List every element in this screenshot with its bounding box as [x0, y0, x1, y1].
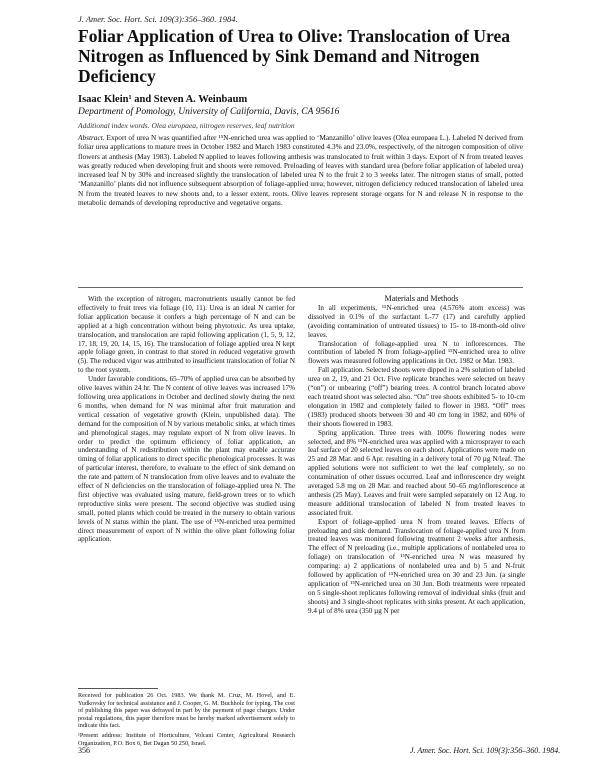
footnote-received: Received for publication 26 Oct. 1983. We thank M. Cruz, M. Hovel, and E. Yudkovsky for technical assistance and J. Cooper, G. M. Buchholz for typing. The cost of publishing this paper was defrayed in part by the payment of page charges. Under postal regulations, this paper therefore must be hereby marked advertisement solely to indicate this fact.	[78, 692, 295, 730]
abstract-text: Export of urea N was quantified after ¹⁵N-enriched urea was applied to ‘Manzanillo’ olive leaves (Olea europaea L.). Labeled N derived from foliar urea applications to mature trees in October 1982 and March 1983 constituted 4.3% and 23.0%, respectively, of the nitrogen composition of olive flowers at anthesis (May 1983). Labeled N applied to leaves following anthesis was translocated to fruit within 3 days. Export of N from treated leaves was greatly reduced when developing fruit and shoots were removed. Preloading of leaves with standard urea (before foliar application of labeled urea) increased leaf N by 30% and increased slightly the translocation of labeled urea N to the fruit 2 to 3 weeks later. The nitrogen status of small, potted ‘Manzanillo’ plants did not influence subsequent absorption of foliage-applied urea; however, nitrogen deficiency reduced translocation of labeled urea N from the treated leaves to new shoots and, to a lesser extent, roots. Olive leaves represent storage organs for N and release N in response to the metabolic demands of developing reproductive and vegetative organs.	[78, 133, 523, 208]
methods-paragraph-3: Fall application. Selected shoots were dipped in a 2% solution of labeled urea on 2, 19, and 21 Oct. Five replicate branches were selected on heavy (“on”) or unbearing (“off”) bearing trees. A control branch located above each treated shoot was selected also. “On” tree shoots exhibited 5- to 10-cm elongation in 1982 and completely failed to flower in 1983. “Off” trees (1983) produced shoots between 30 and 40 cm long in 1982, and 60% of their shoots flowered in 1983.	[308, 366, 525, 428]
section-heading-methods: Materials and Methods	[384, 294, 459, 303]
page-number: 356	[78, 746, 90, 755]
additional-index-words: Additional index words. Olea europaea, nitrogen reserves, leaf nutrition	[78, 121, 295, 130]
abstract	[78, 133, 523, 207]
article-title: Foliar Application of Urea to Olive: Translocation of Urea Nitrogen as Influenced by Sink Demand and Nitrogen Deficiency	[78, 26, 510, 86]
methods-paragraph-1: In all experiments, ¹⁵N-enriched urea (4.576% atom excess) was dissolved in 0.1% of the surfactant L-77 (17) and carefully applied (avoiding contamination of untreated tissues) to 15- to 18-month-old olive leaves.	[308, 303, 525, 339]
intro-paragraph-2: Under favorable conditions, 65–70% of applied urea can be absorbed by olive leaves within 24 hr. The N content of olive leaves was increased 17% following urea applications in October and declined slowly during the next 6 months, when demand for N was minimal after fruit maturation and vertical cessation of vegetative growth (Klein, unpublished data). The demand for the composition of N by various metabolic sinks, at which times and phenological stages, may regulate export of N from olive leaves. In order to predict the optimum efficiency of foliar application, an understanding of N redistribution within the plant may enable accurate timing of foliar applications to direct specific phenological processes. It was of particular interest, therefore, to evaluate to the effect of sink demand on the rate and pattern of N translocation from olive leaves and to evaluate the effect of N deficiencies on the translocation of foliage-applied urea N. The first objective was evaluated using mature, field-grown trees or to which reproductive sinks were present. The second objective was studied using small, potted plants which could be treated in the nursery to obtain various levels of N status within the plant. The use of ¹⁵N-enriched urea permitted direct measurement of export of N within the olive plant following foliar application.	[78, 375, 295, 544]
footnote-divider	[78, 688, 158, 689]
affiliation: Department of Pomology, University of California, Davis, CA 95616	[78, 107, 340, 117]
journal-citation: J. Amer. Soc. Hort. Sci. 109(3):356–360. 1984.	[78, 14, 238, 24]
page-footer-citation: J. Amer. Soc. Hort. Sci. 109(3):356–360. 1984.	[410, 746, 561, 755]
footnotes	[78, 692, 295, 749]
right-column	[308, 295, 525, 616]
methods-paragraph-2: Translocation of foliage-applied urea N to inflorescences. The contribution of labeled N from foliage-applied ¹⁵N-enriched urea to olive flowers was measured following applications in Oct. 1982 or Mar. 1983.	[308, 339, 525, 366]
methods-paragraph-4: Spring application. Three trees with 100% flowering nodes were selected, and 8% ¹⁵N-enriched urea was applied with a microsprayer to each leaf surface of 20 selected leaves on each shoot. Applications were made on 25 and 28 Mar. and 6 Apr. resulting in a delivery total of 70 µg N/leaf. The applied solutions were not sufficient to wet the leaf completely, so no contamination of other tissues occurred. Leaf and inflorescence dry weight averaged 5.8 mg on 28 Mar. and reached about 50–65 mg/inflorescence at anthesis (25 May). Leaves and fruit were sampled separately on 12 Aug. to measure additional translocation of labeled N from treated leaves to associated fruit.	[308, 428, 525, 517]
footnote-address: ¹Present address: Institute of Horticulture, Volcani Center, Agricultural Research Organization, P.O. Box 6, Bet Dagan 50 250, Israel.	[78, 731, 295, 747]
header-divider	[78, 287, 523, 288]
authors: Isaac Klein¹ and Steven A. Weinbaum	[78, 94, 248, 105]
intro-paragraph-1: With the exception of nitrogen, macronutrients usually cannot be fed effectively to fruit trees via foliage (10, 11). Urea is an ideal N carrier for foliar application because it confers a high percentage of N and can be applied at a high concentration without being phytotoxic. As urea uptake, translocation, and translocation are rapid following application (1, 5, 9, 12, 17, 18, 19, 20, 14, 15, 16). The translocation of foliage applied urea N kept apple foliage green, in contrast to that stored in reduced vegetative growth (5). The reduced vigor was attributed to insufficient translocation of foliar N to the root system.	[78, 295, 295, 375]
methods-paragraph-5: Export of foliage-applied urea N from treated leaves. Effects of preloading and sink demand. Translocation of foliage-applied urea N from treated leaves was monitored following treatment 2 weeks after anthesis. The effect of N preloading (i.e., multiple applications of nonlabeled urea to foliage) on translocation of ¹⁵N-enriched urea N was measured by comparing: a) 2 applications of nonlabeled urea and b) 5 and N-fruit followed by application of ¹⁵N-enriched urea on 30 and 23 Jun. (a single application of ¹⁵N-enriched urea on 30 Jun. Both treatments were repeated on 5 single-shoot replicates following removal of individual sinks (fruit and shoots) and 3 single-shoot replicates with sinks present. At each application, 9.4 µl of 8% urea (350 µg N per	[308, 517, 525, 615]
abstract-label: Abstract.	[78, 133, 105, 142]
left-column	[78, 295, 295, 544]
